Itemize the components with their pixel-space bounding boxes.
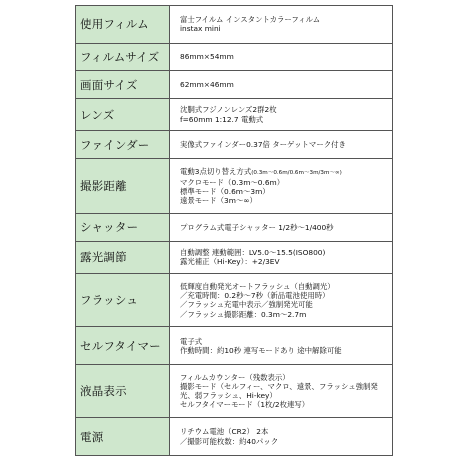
row-value: [170, 71, 393, 99]
spec-row-self-timer: [76, 327, 393, 365]
spec-row-shooting-range: [76, 159, 393, 214]
spec-row-exposure: [76, 241, 393, 274]
value-line: リチウム電池（CR2） 2本: [180, 427, 269, 437]
value-line: 低輝度自動発光オートフラッシュ（自動調光）: [180, 281, 335, 291]
row-label: 露光調節: [76, 241, 170, 274]
spec-row-power: [76, 418, 393, 456]
value-line: フィルムカウンター（残数表示）: [180, 372, 290, 382]
spec-table: [75, 5, 393, 456]
row-value: [170, 274, 393, 327]
spec-row-finder: [76, 131, 393, 159]
value-line: プログラム式電子シャッター 1/2秒〜1/400秒: [180, 222, 334, 232]
value-line: ／フラッシュ撮影距離：0.3m〜2.7m: [180, 309, 307, 319]
value-line: セルフタイマーモード（1枚/2枚連写）: [180, 400, 310, 410]
row-value: [170, 418, 393, 456]
value-line: ／フラッシュ充電中表示／強制発光可能: [180, 300, 313, 310]
row-value: [170, 98, 393, 131]
value-line: 富士フイルム インスタントカラーフィルム: [180, 15, 321, 25]
value-line: ／充電時間：0.2秒〜7秒（新品電池使用時）: [180, 291, 330, 301]
value-line-main: 電動3点切り替え方式: [180, 166, 252, 176]
value-line: マクロモード（0.3m〜0.6m）: [180, 177, 285, 187]
row-label: 液晶表示: [76, 365, 170, 418]
value-line: 露光補正（Hi-Key）：+2/3EV: [180, 257, 280, 267]
value-line: instax mini: [180, 24, 221, 34]
value-line: f=60mm 1:12.7 電動式: [180, 114, 264, 124]
value-line: 沈胴式フジノンレンズ2群2枚: [180, 105, 277, 115]
row-label: レンズ: [76, 98, 170, 131]
spec-row-flash: [76, 274, 393, 327]
value-line: [180, 167, 388, 178]
row-label: 画面サイズ: [76, 71, 170, 99]
value-line: 86mm×54mm: [180, 52, 234, 62]
row-label: フラッシュ: [76, 274, 170, 327]
row-value: [170, 214, 393, 242]
row-value: [170, 159, 393, 214]
spec-row-image-size: [76, 71, 393, 99]
value-line: 自動調整 連動範囲：LV5.0〜15.5(ISO800): [180, 248, 326, 258]
row-label: 撮影距離: [76, 159, 170, 214]
value-line: 作動時間：約10秒 連写モードあり 途中解除可能: [180, 345, 342, 355]
row-label: フィルムサイズ: [76, 43, 170, 71]
value-line: 遠景モード（3m〜∞）: [180, 196, 257, 206]
value-line: 撮影モード（セルフィー、マクロ、遠景、フラッシュ強制発光、弱フラッシュ、Hi-key）: [180, 381, 378, 401]
row-label: ファインダー: [76, 131, 170, 159]
spec-row-film: [76, 6, 393, 44]
value-line: 実像式ファインダー0.37倍 ターゲットマーク付き: [180, 140, 346, 150]
row-value: [170, 43, 393, 71]
value-line: 標準モード（0.6m〜3m）: [180, 187, 270, 197]
row-label: 使用フィルム: [76, 6, 170, 44]
row-value: [170, 327, 393, 365]
value-line: 62mm×46mm: [180, 79, 234, 89]
row-label: シャッター: [76, 214, 170, 242]
value-line: ／撮影可能枚数：約40パック: [180, 436, 279, 446]
row-value: [170, 131, 393, 159]
spec-row-film-size: [76, 43, 393, 71]
row-label: セルフタイマー: [76, 327, 170, 365]
row-value: [170, 6, 393, 44]
spec-row-lens: [76, 98, 393, 131]
value-line: 電子式: [180, 336, 203, 346]
row-value: [170, 365, 393, 418]
spec-row-lcd: [76, 365, 393, 418]
row-value: [170, 241, 393, 274]
value-line-note: (0.3m〜0.6m/0.6m〜3m/3m〜∞): [251, 169, 342, 176]
row-label: 電源: [76, 418, 170, 456]
spec-row-shutter: [76, 214, 393, 242]
